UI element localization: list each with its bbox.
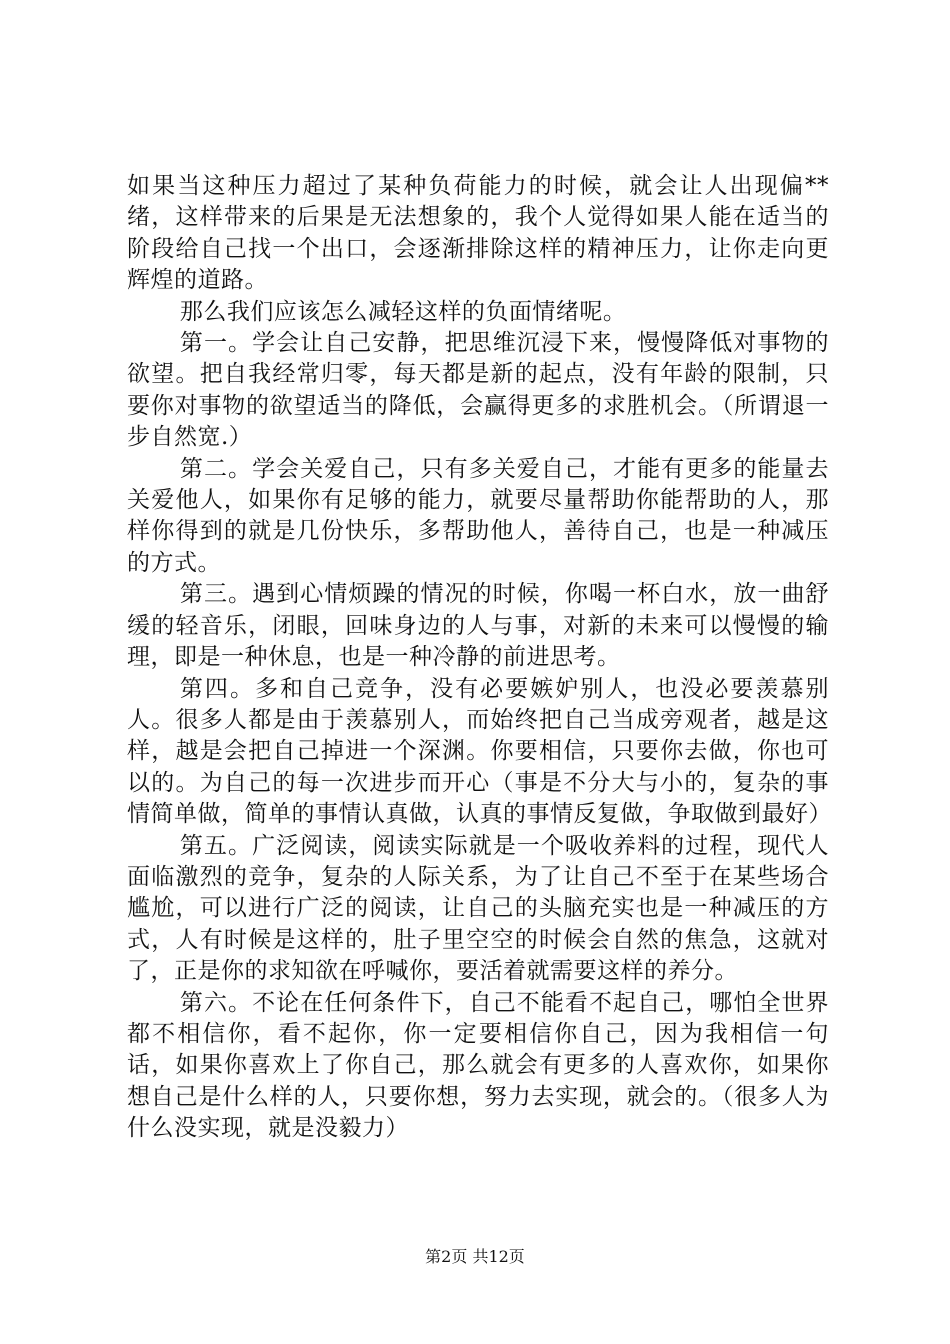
paragraph-continuation: 如果当这种压力超过了某种负荷能力的时候，就会让人出现偏**绪，这样带来的后果是无法想象的，我个人觉得如果人能在适当的阶段给自己找一个出口，会逐渐排除这样的精神压力，让你走向更辉煌的道路。 <box>127 173 829 294</box>
page-number-footer: 第2页 共12页 <box>425 1247 525 1266</box>
paragraph-question: 那么我们应该怎么减轻这样的负面情绪呢。 <box>179 298 627 325</box>
paragraph-point-6: 第六。不论在任何条件下，自己不能看不起自己，哪怕全世界都不相信你，看不起你，你一定要相信你自己，因为我相信一句话，如果你喜欢上了你自己，那么就会有更多的人喜欢你，如果你想自己是什么样的人，只要你想，努力去实现，就会的。（很多人为什么没实现，就是没毅力） <box>127 989 829 1142</box>
paragraph-point-5: 第五。广泛阅读，阅读实际就是一个吸收养料的过程，现代人面临激烈的竞争，复杂的人际关系，为了让自己不至于在某些场合尴尬，可以进行广泛的阅读，让自己的头脑充实也是一种减压的方式，人有时候是这样的，肚子里空空的时候会自然的焦急，这就对了，正是你的求知欲在呼喊你，要活着就需要这样的养分。 <box>127 832 829 985</box>
paragraph-point-1: 第一。学会让自己安静，把思维沉浸下来，慢慢降低对事物的欲望。把自我经常归零，每天都是新的起点，没有年龄的限制，只要你对事物的欲望适当的降低，会赢得更多的求胜机会。（所谓退一步自然宽.） <box>127 330 829 451</box>
paragraph-point-4: 第四。多和自己竞争，没有必要嫉妒别人，也没必要羡慕别人。很多人都是由于羡慕别人，而始终把自己当成旁观者，越是这样，越是会把自己掉进一个深渊。你要相信，只要你去做，你也可以的。为自己的每一次进步而开心（事是不分大与小的，复杂的事情简单做，简单的事情认真做，认真的事情反复做，争取做到最好） <box>127 675 832 828</box>
document-body <box>127 171 832 1145</box>
paragraph-point-2: 第二。学会关爱自己，只有多关爱自己，才能有更多的能量去关爱他人，如果你有足够的能力，就要尽量帮助你能帮助的人，那样你得到的就是几份快乐，多帮助他人，善待自己，也是一种减压的方式。 <box>127 455 829 576</box>
paragraph-point-3: 第三。遇到心情烦躁的情况的时候，你喝一杯白水，放一曲舒缓的轻音乐，闭眼，回味身边的人与事，对新的未来可以慢慢的输理，即是一种休息，也是一种冷静的前进思考。 <box>127 581 829 671</box>
